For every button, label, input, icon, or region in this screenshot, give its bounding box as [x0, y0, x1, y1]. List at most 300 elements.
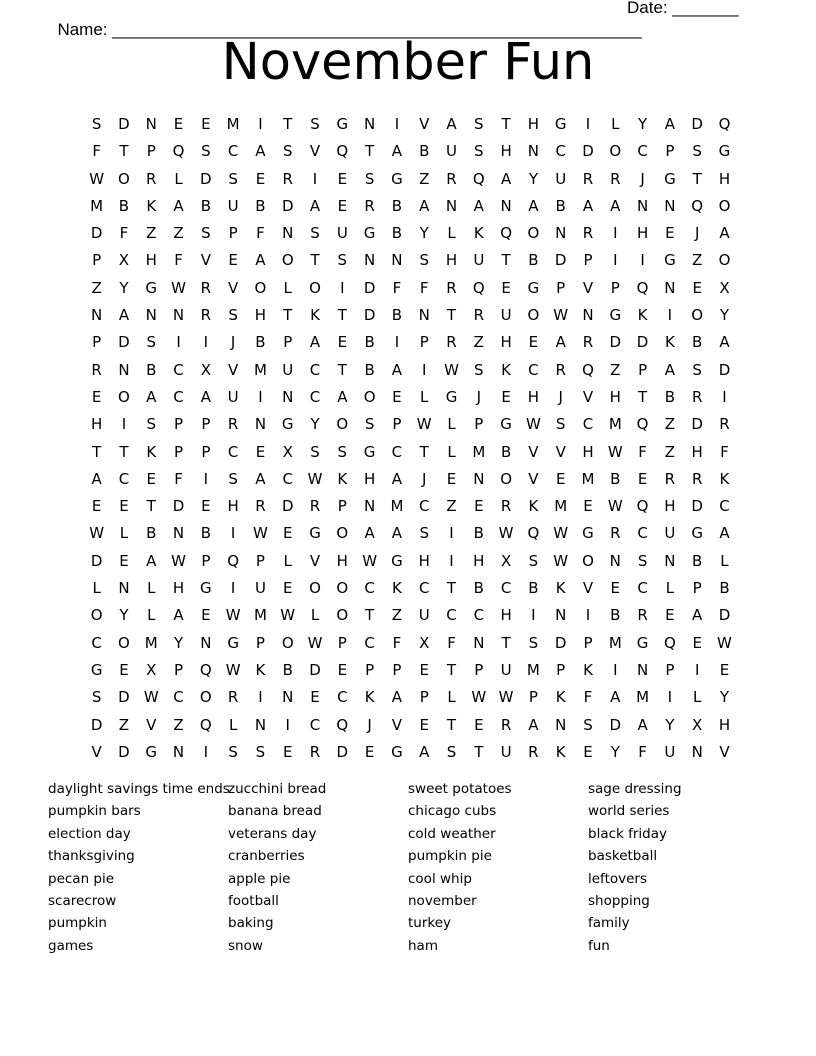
grid-letter: P — [583, 251, 593, 270]
grid-letter: B — [419, 142, 430, 161]
grid-letter: T — [638, 387, 648, 406]
grid-letter: E — [91, 497, 102, 516]
grid-letter: V — [228, 278, 239, 297]
grid-letter: G — [391, 551, 403, 570]
word-list-item: pecan pie — [48, 870, 115, 887]
grid-letter: C — [309, 360, 321, 379]
grid-letter: M — [608, 415, 622, 434]
grid-letter: E — [364, 742, 375, 761]
grid-letter: U — [500, 742, 512, 761]
grid-letter: N — [172, 742, 185, 761]
grid-letter: H — [527, 115, 540, 133]
grid-letter: N — [664, 551, 676, 570]
grid-letter: Q — [636, 415, 649, 434]
grid-letter: N — [172, 524, 185, 543]
grid-letter: N — [364, 251, 376, 270]
grid-letter: A — [719, 524, 730, 543]
grid-letter: T — [419, 442, 429, 461]
grid-letter: H — [227, 497, 239, 516]
word-list-item: football — [228, 892, 279, 909]
grid-letter: H — [473, 551, 485, 570]
grid-letter: K — [473, 224, 484, 243]
grid-letter: I — [203, 333, 209, 352]
grid-letter: C — [364, 633, 375, 652]
grid-letter: H — [664, 497, 676, 516]
grid-letter: I — [230, 579, 236, 598]
grid-letter: O — [199, 688, 212, 707]
grid-row — [83, 493, 738, 520]
grid-letter: O — [336, 606, 349, 625]
grid-letter: K — [501, 360, 512, 379]
grid-letter: R — [610, 169, 621, 188]
grid-letter: F — [392, 278, 402, 297]
grid-letter: K — [719, 469, 730, 488]
grid-letter: T — [92, 442, 102, 461]
grid-letter: S — [146, 333, 156, 352]
grid-letter: V — [719, 742, 730, 761]
grid-letter: E — [228, 251, 238, 270]
grid-letter: T — [146, 497, 156, 516]
grid-letter: I — [394, 333, 400, 352]
word-list-item: scarecrow — [48, 892, 117, 909]
grid-letter: X — [692, 715, 703, 734]
grid-letter: G — [363, 442, 376, 461]
grid-letter: A — [528, 715, 539, 734]
grid-letter: V — [582, 579, 594, 598]
grid-letter: B — [200, 196, 211, 215]
grid-letter: S — [310, 224, 320, 243]
word-list-item: cranberries — [228, 848, 305, 865]
grid-letter: I — [176, 333, 181, 352]
grid-letter: E — [501, 278, 511, 297]
grid-letter: H — [636, 224, 649, 243]
grid-letter: K — [364, 688, 375, 707]
grid-letter: C — [719, 497, 730, 516]
grid-letter: D — [200, 169, 212, 188]
word-list-item: games — [48, 937, 94, 954]
grid-letter: A — [637, 715, 648, 734]
word-list-item: banana bread — [228, 803, 322, 820]
grid-letter: W — [553, 306, 569, 325]
grid-letter: H — [363, 469, 376, 488]
grid-letter: A — [692, 606, 703, 625]
grid-letter: W — [471, 688, 487, 707]
grid-letter: I — [258, 115, 263, 133]
grid-letter: N — [555, 606, 567, 625]
grid-letter: I — [613, 251, 618, 270]
grid-letter: T — [119, 442, 129, 461]
grid-letter: N — [636, 660, 649, 679]
grid-letter: I — [613, 224, 618, 243]
grid-letter: N — [664, 196, 676, 215]
grid-letter: W — [307, 469, 323, 488]
grid-letter: E — [119, 660, 129, 679]
grid-letter: U — [446, 142, 457, 161]
grid-letter: E — [446, 469, 457, 488]
grid-letter: V — [391, 715, 403, 734]
grid-letter: A — [337, 387, 348, 406]
grid-letter: A — [664, 115, 676, 133]
grid-letter: Q — [582, 360, 594, 379]
grid-letter: O — [281, 251, 294, 270]
grid-letter: R — [528, 742, 539, 761]
grid-letter: P — [528, 688, 538, 707]
grid-letter: A — [664, 360, 676, 379]
grid-letter: H — [527, 387, 540, 406]
grid-letter: L — [665, 579, 675, 598]
grid-letter: P — [556, 660, 566, 679]
grid-letter: J — [421, 469, 427, 488]
grid-row — [83, 712, 738, 739]
grid-letter: P — [392, 660, 402, 679]
grid-letter: E — [91, 387, 102, 406]
grid-row — [83, 520, 738, 547]
grid-letter: C — [446, 606, 457, 625]
grid-letter: E — [474, 497, 484, 516]
grid-letter: H — [609, 387, 621, 406]
grid-letter: E — [419, 715, 429, 734]
grid-letter: B — [528, 579, 539, 598]
grid-letter: S — [201, 142, 211, 161]
grid-letter: H — [718, 715, 731, 734]
grid-letter: O — [609, 142, 622, 161]
grid-letter: W — [717, 633, 732, 652]
grid-letter: V — [528, 469, 539, 488]
grid-letter: D — [554, 251, 567, 270]
grid-letter: W — [416, 415, 432, 434]
grid-letter: G — [609, 306, 622, 325]
grid-letter: S — [255, 742, 266, 761]
grid-letter: O — [527, 224, 540, 243]
grid-letter: R — [691, 387, 703, 406]
grid-letter: S — [364, 169, 375, 188]
grid-letter: F — [419, 278, 429, 297]
grid-letter: B — [528, 251, 539, 270]
grid-letter: T — [365, 606, 375, 625]
grid-letter: Z — [446, 497, 457, 516]
grid-row — [83, 275, 738, 302]
grid-letter: G — [145, 278, 158, 297]
grid-letter: W — [89, 169, 105, 188]
word-list-item: ham — [408, 937, 438, 954]
grid-letter: C — [282, 469, 293, 488]
grid-letter: T — [474, 742, 484, 761]
grid-row — [83, 302, 738, 329]
grid-letter: S — [692, 360, 702, 379]
grid-letter: D — [118, 742, 130, 761]
grid-letter: B — [118, 196, 130, 215]
grid-letter: R — [309, 742, 321, 761]
word-column — [48, 778, 228, 957]
grid-letter: R — [227, 688, 239, 707]
grid-letter: W — [143, 688, 159, 707]
grid-letter: F — [583, 688, 593, 707]
grid-letter: Y — [310, 415, 320, 434]
grid-letter: K — [337, 469, 348, 488]
grid-letter: E — [201, 115, 211, 133]
grid-letter: A — [391, 469, 403, 488]
grid-letter: J — [367, 715, 372, 734]
grid-letter: C — [418, 497, 430, 516]
grid-letter: R — [555, 360, 566, 379]
grid-letter: S — [228, 469, 238, 488]
grid-letter: S — [419, 524, 429, 543]
word-list-item: daylight savings time ends — [48, 781, 230, 797]
grid-letter: P — [638, 360, 648, 379]
grid-letter: H — [418, 551, 430, 570]
grid-letter: B — [610, 606, 621, 625]
grid-letter: S — [528, 633, 539, 652]
grid-letter: N — [282, 387, 294, 406]
grid-letter: A — [309, 196, 321, 215]
grid-letter: E — [555, 469, 566, 488]
grid-letter: C — [309, 387, 321, 406]
grid-letter: G — [391, 742, 403, 761]
grid-letter: S — [474, 360, 484, 379]
grid-letter: Z — [391, 606, 403, 625]
grid-letter: W — [225, 660, 241, 679]
grid-letter: J — [558, 387, 563, 406]
grid-letter: I — [531, 606, 536, 625]
date-label: Date: _______ — [627, 0, 739, 17]
grid-letter: G — [200, 579, 212, 598]
word-list — [48, 778, 768, 957]
grid-letter: C — [227, 142, 239, 161]
grid-letter: A — [255, 469, 266, 488]
grid-letter: Y — [528, 169, 538, 188]
grid-letter: A — [91, 469, 102, 488]
grid-letter: R — [309, 497, 321, 516]
grid-letter: T — [446, 306, 457, 325]
grid-letter: Q — [636, 497, 649, 516]
grid-letter: B — [364, 333, 375, 352]
grid-letter: N — [555, 715, 567, 734]
grid-letter: I — [121, 415, 127, 434]
grid-letter: E — [583, 742, 593, 761]
grid-letter: C — [391, 442, 403, 461]
grid-letter: D — [309, 660, 321, 679]
grid-letter: P — [92, 251, 102, 270]
grid-letter: R — [582, 333, 594, 352]
grid-letter: D — [554, 633, 567, 652]
grid-letter: A — [610, 688, 621, 707]
grid-letter: E — [692, 633, 702, 652]
grid-row — [83, 193, 738, 220]
grid-letter: R — [691, 469, 703, 488]
grid-letter: T — [310, 251, 320, 270]
grid-letter: C — [91, 633, 102, 652]
grid-letter: T — [501, 251, 511, 270]
word-list-item: turkey — [408, 915, 452, 932]
grid-letter: N — [282, 688, 294, 707]
grid-letter: B — [391, 196, 403, 215]
grid-letter: N — [445, 196, 458, 215]
grid-letter: E — [119, 551, 129, 570]
grid-letter: Q — [472, 278, 485, 297]
grid-letter: P — [255, 551, 265, 570]
grid-letter: E — [146, 469, 156, 488]
grid-letter: P — [146, 142, 156, 161]
grid-letter: T — [119, 142, 129, 161]
grid-letter: Q — [663, 633, 676, 652]
word-list-item: cold weather — [408, 825, 496, 842]
grid-letter: N — [636, 196, 649, 215]
grid-letter: N — [691, 742, 703, 761]
grid-letter: T — [692, 169, 702, 188]
grid-letter: W — [171, 551, 186, 570]
grid-letter: C — [555, 142, 566, 161]
grid-letter: S — [91, 115, 102, 133]
grid-letter: M — [144, 633, 158, 652]
grid-letter: S — [228, 742, 238, 761]
grid-letter: N — [473, 633, 485, 652]
grid-letter: J — [476, 387, 482, 406]
grid-letter: P — [283, 333, 293, 352]
word-list-item: pumpkin pie — [408, 848, 492, 865]
grid-letter: A — [146, 387, 157, 406]
grid-letter: K — [146, 196, 157, 215]
grid-letter: P — [392, 415, 402, 434]
grid-letter: E — [282, 579, 293, 598]
grid-letter: A — [391, 360, 403, 379]
grid-letter: U — [500, 306, 512, 325]
grid-letter: H — [254, 306, 267, 325]
grid-letter: P — [419, 333, 429, 352]
grid-letter: I — [722, 387, 727, 406]
grid-letter: A — [610, 196, 621, 215]
grid-letter: K — [555, 742, 566, 761]
grid-letter: O — [527, 306, 540, 325]
grid-letter: T — [501, 115, 511, 133]
grid-letter: C — [582, 415, 594, 434]
grid-letter: J — [640, 169, 645, 188]
grid-letter: A — [146, 551, 157, 570]
grid-letter: A — [173, 606, 184, 625]
grid-letter: W — [498, 524, 514, 543]
word-list-item: apple pie — [228, 870, 291, 887]
grid-letter: E — [282, 742, 293, 761]
grid-letter: N — [200, 633, 212, 652]
grid-letter: S — [310, 442, 320, 461]
grid-letter: B — [473, 524, 484, 543]
word-column — [228, 778, 408, 957]
grid-letter: X — [118, 251, 130, 270]
grid-letter: R — [146, 169, 157, 188]
grid-letter: D — [609, 715, 622, 734]
grid-letter: A — [309, 333, 321, 352]
grid-letter: N — [500, 196, 512, 215]
grid-letter: U — [555, 169, 567, 188]
grid-letter: W — [553, 551, 569, 570]
grid-letter: S — [201, 224, 211, 243]
grid-letter: E — [173, 115, 184, 133]
grid-letter: O — [691, 306, 704, 325]
grid-letter: D — [582, 142, 594, 161]
grid-letter: S — [555, 415, 566, 434]
name-label: Name: ________________________________________________________ — [57, 20, 642, 39]
grid-letter: V — [228, 360, 239, 379]
grid-letter: K — [146, 442, 157, 461]
grid-letter: R — [200, 306, 212, 325]
grid-letter: X — [146, 660, 157, 679]
grid-letter: E — [337, 333, 348, 352]
grid-letter: P — [665, 142, 675, 161]
grid-letter: L — [147, 579, 156, 598]
grid-letter: O — [281, 633, 294, 652]
grid-letter: M — [581, 469, 595, 488]
grid-letter: Q — [718, 115, 731, 133]
grid-letter: Z — [692, 251, 703, 270]
grid-letter: K — [255, 660, 266, 679]
grid-letter: S — [583, 715, 593, 734]
grid-row — [83, 357, 738, 384]
grid-letter: S — [91, 688, 102, 707]
grid-letter: K — [555, 579, 566, 598]
grid-letter: S — [528, 551, 539, 570]
grid-letter: O — [336, 524, 349, 543]
grid-letter: D — [636, 333, 649, 352]
grid-letter: I — [203, 742, 209, 761]
grid-letter: U — [254, 579, 266, 598]
grid-letter: A — [528, 196, 539, 215]
grid-letter: H — [582, 442, 594, 461]
grid-letter: N — [664, 278, 676, 297]
grid-letter: Z — [173, 224, 184, 243]
grid-letter: U — [418, 606, 430, 625]
grid-letter: H — [336, 551, 348, 570]
grid-letter: L — [447, 224, 456, 243]
grid-letter: Z — [118, 715, 130, 734]
grid-letter: G — [145, 742, 158, 761]
grid-letter: I — [640, 251, 645, 270]
grid-letter: V — [528, 442, 539, 461]
grid-letter: G — [336, 115, 349, 133]
grid-letter: K — [310, 306, 320, 325]
grid-letter: V — [146, 715, 157, 734]
grid-letter: D — [281, 196, 294, 215]
grid-letter: M — [390, 497, 404, 516]
grid-row — [83, 247, 738, 274]
grid-letter: C — [473, 606, 485, 625]
grid-letter: L — [92, 579, 101, 598]
grid-letter: W — [607, 497, 623, 516]
grid-letter: N — [254, 415, 267, 434]
grid-letter: Y — [719, 306, 730, 325]
grid-letter: T — [337, 360, 347, 379]
grid-letter: S — [337, 442, 348, 461]
grid-letter: A — [500, 169, 512, 188]
grid-row — [83, 166, 738, 193]
grid-letter: F — [392, 633, 402, 652]
grid-letter: W — [607, 442, 623, 461]
grid-letter: I — [203, 469, 209, 488]
grid-letter: Q — [472, 169, 485, 188]
grid-letter: N — [364, 115, 376, 133]
grid-letter: Z — [473, 333, 484, 352]
grid-letter: Z — [146, 224, 157, 243]
grid-letter: A — [364, 524, 375, 543]
grid-letter: E — [282, 524, 293, 543]
grid-letter: O — [718, 196, 731, 215]
grid-letter: F — [256, 224, 265, 243]
grid-letter: G — [718, 142, 731, 161]
grid-letter: G — [500, 415, 512, 434]
grid-letter: E — [201, 497, 211, 516]
grid-letter: W — [525, 415, 541, 434]
grid-letter: R — [255, 497, 266, 516]
grid-letter: G — [445, 387, 458, 406]
grid-letter: V — [582, 278, 594, 297]
